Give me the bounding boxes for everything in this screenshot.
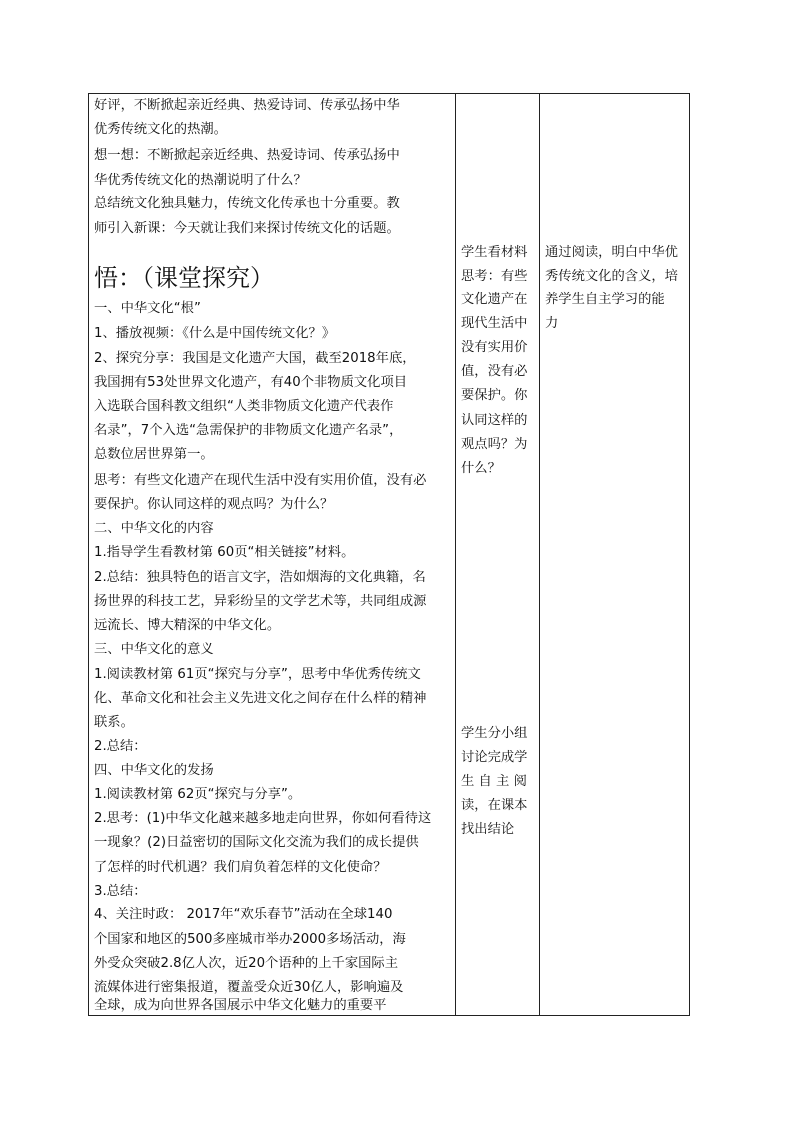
text-line: 四、中华文化的发扬 [94,763,214,778]
text-line: 学生分小组 [461,726,528,741]
text-line: 外受众突破2.8亿人次，近20个语种的上千家国际主 [94,956,399,971]
text-line: 总数位居世界第一。 [94,447,214,462]
text-line: 优秀传统文化的热潮。 [94,122,227,137]
text-line: 入选联合国科教文组织“人类非物质文化遗产代表作 [94,399,394,414]
lesson-plan-table [88,93,690,1016]
text-line: 2.总结： [94,739,147,754]
text-line: 通过阅读，明白中华优 [545,245,678,260]
text-line: 观点吗？为 [461,437,528,452]
text-line: 我国拥有53处世界文化遗产，有40个非物质文化项目 [94,375,408,390]
text-line: 思考：有些 [461,269,528,284]
text-line: 1、播放视频：《什么是中国传统文化？》 [94,326,336,341]
text-line: 好评，不断掀起亲近经典、热爱诗词、传承弘扬中华 [94,98,400,113]
text-line: 要保护。你认同这样的观点吗？为什么？ [94,497,334,512]
text-line: 4、关注时政： 2017年“欢乐春节”活动在全球140 [94,907,393,922]
text-line: 名录”，7个入选“急需保护的非物质文化遗产名录”， [94,423,403,438]
text-line: 想一想：不断掀起亲近经典、热爱诗词、传承弘扬中 [94,148,400,163]
text-line: 一、中华文化“根” [94,301,201,316]
text-line: 总结统文化独具魅力，传统文化传承也十分重要。教 [94,196,400,211]
section-heading: 悟：（课堂探究） [94,264,274,292]
student-activity-cell [456,94,538,1015]
text-line: 华优秀传统文化的热潮说明了什么？ [94,173,307,188]
text-line: 联系。 [94,715,134,730]
text-line: 2.思考：(1)中华文化越来越多地走向世界，你如何看待这 [94,811,432,826]
text-line: 1.指导学生看教材第 60页“相关链接”材料。 [94,545,355,560]
text-line: 个国家和地区的500多座城市举办2000多场活动，海 [94,932,406,947]
text-line: 2、探究分享：我国是文化遗产大国，截至2018年底， [94,351,416,366]
text-line: 力 [545,316,559,331]
teaching-process-cell [89,94,454,1015]
text-line: 秀传统文化的含义，培 [545,269,678,284]
text-line: 养学生自主学习的能 [545,292,665,307]
text-line: 什么？ [461,461,501,476]
text-line: 全球，成为向世界各国展示中华文化魅力的重要平 [94,998,387,1013]
text-line: 三、中华文化的意义 [94,642,214,657]
text-line: 3.总结： [94,884,147,899]
text-line: 学生看材料 [461,245,528,260]
text-line: 现代生活中 [461,316,528,331]
text-line: 生 自 主 阅 [461,774,527,789]
text-line: 了怎样的时代机遇？我们肩负着怎样的文化使命？ [94,860,387,875]
text-line: 远流长、博大精深的中华文化。 [94,618,281,633]
text-line: 找出结论 [461,822,515,837]
text-line: 扬世界的科技工艺，异彩纷呈的文学艺术等，共同组成源 [94,594,427,609]
text-line: 化、革命文化和社会主义先进文化之间存在什么样的精神 [94,691,427,706]
text-line: 1.阅读教材第 62页“探究与分享”。 [94,787,302,802]
text-line: 讨论完成学 [461,750,528,765]
text-line: 要保护。你 [461,388,528,403]
text-line: 文化遗产在 [461,292,528,307]
text-line: 值，没有必 [461,364,528,379]
text-line: 流媒体进行密集报道，覆盖受众近30亿人，影响遍及 [94,980,404,995]
design-intent-cell [540,94,688,1015]
text-line: 2.总结：独具特色的语言文字，浩如烟海的文化典籍，名 [94,570,426,585]
text-line: 没有实用价 [461,340,528,355]
text-line: 1.阅读教材第 61页“探究与分享”，思考中华优秀传统文 [94,667,421,682]
text-line: 读，在课本 [461,798,528,813]
text-line: 师引入新课：今天就让我们来探讨传统文化的话题。 [94,221,400,236]
text-line: 认同这样的 [461,413,528,428]
text-line: 二、中华文化的内容 [94,521,214,536]
text-line: 思考：有些文化遗产在现代生活中没有实用价值，没有必 [94,473,427,488]
text-line: 一现象？(2)日益密切的国际文化交流为我们的成长提供 [94,835,419,850]
